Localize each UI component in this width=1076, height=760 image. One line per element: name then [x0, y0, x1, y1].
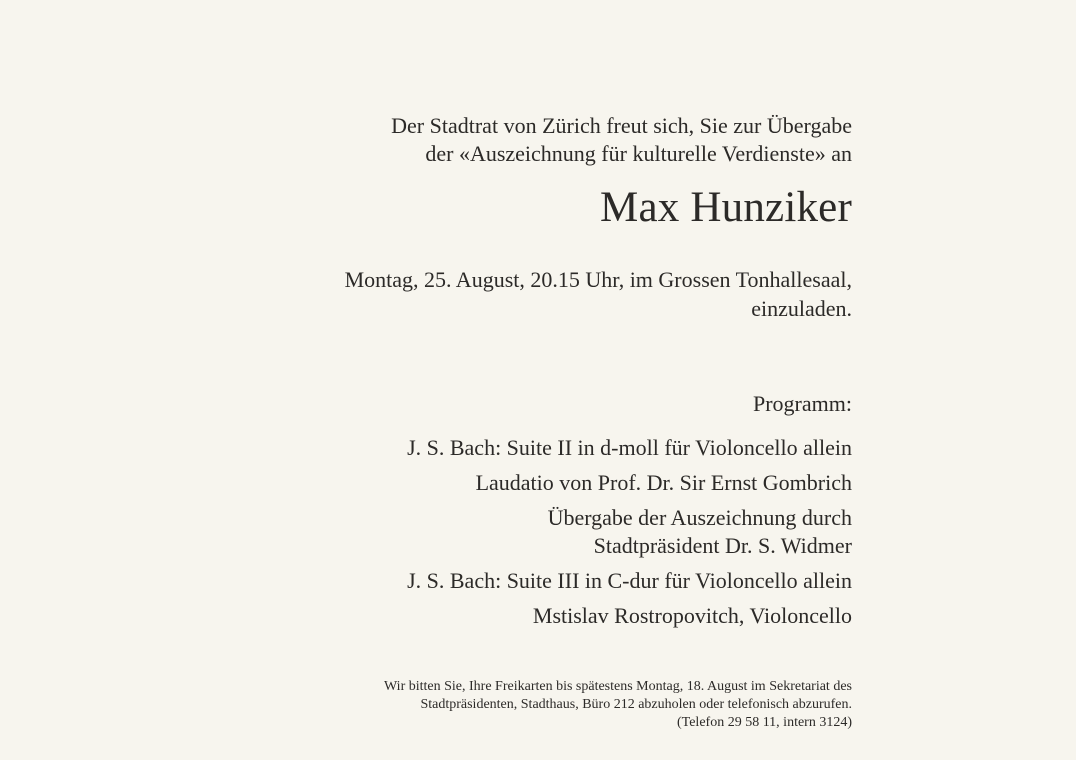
program-heading: Programm:	[753, 391, 852, 416]
program-item	[407, 602, 852, 630]
program-item	[407, 434, 852, 462]
event-line: einzuladen.	[751, 296, 852, 321]
event-details	[345, 265, 852, 323]
ticket-notice	[384, 678, 852, 732]
invitation-intro	[391, 112, 852, 168]
program-list	[407, 434, 852, 637]
notice-line: Stadtpräsidenten, Stadthaus, Büro 212 abzuholen oder telefonisch abzurufen.	[420, 697, 852, 712]
program-item-line: J. S. Bach: Suite II in d-moll für Violoncello allein	[407, 435, 852, 460]
event-line: Montag, 25. August, 20.15 Uhr, im Grossen Tonhallesaal,	[344, 267, 852, 292]
intro-line: der «Auszeichnung für kulturelle Verdienste» an	[425, 141, 852, 166]
program-item	[407, 567, 852, 595]
intro-line: Der Stadtrat von Zürich freut sich, Sie zur Übergabe	[391, 113, 852, 138]
notice-line: (Telefon 29 58 11, intern 3124)	[676, 715, 852, 730]
notice-line: Wir bitten Sie, Ihre Freikarten bis spätestens Montag, 18. August im Sekretariat des	[384, 679, 852, 694]
program-item-line: J. S. Bach: Suite III in C-dur für Violoncello allein	[407, 568, 852, 593]
honoree-name: Max Hunziker	[600, 184, 852, 231]
program-item-line: Stadtpräsident Dr. S. Widmer	[593, 533, 852, 558]
program-item	[407, 504, 852, 560]
program-item	[407, 469, 852, 497]
program-item-line: Laudatio von Prof. Dr. Sir Ernst Gombrich	[475, 470, 852, 495]
program-item-line: Übergabe der Auszeichnung durch	[547, 505, 852, 530]
program-item-line: Mstislav Rostropovitch, Violoncello	[532, 603, 852, 628]
